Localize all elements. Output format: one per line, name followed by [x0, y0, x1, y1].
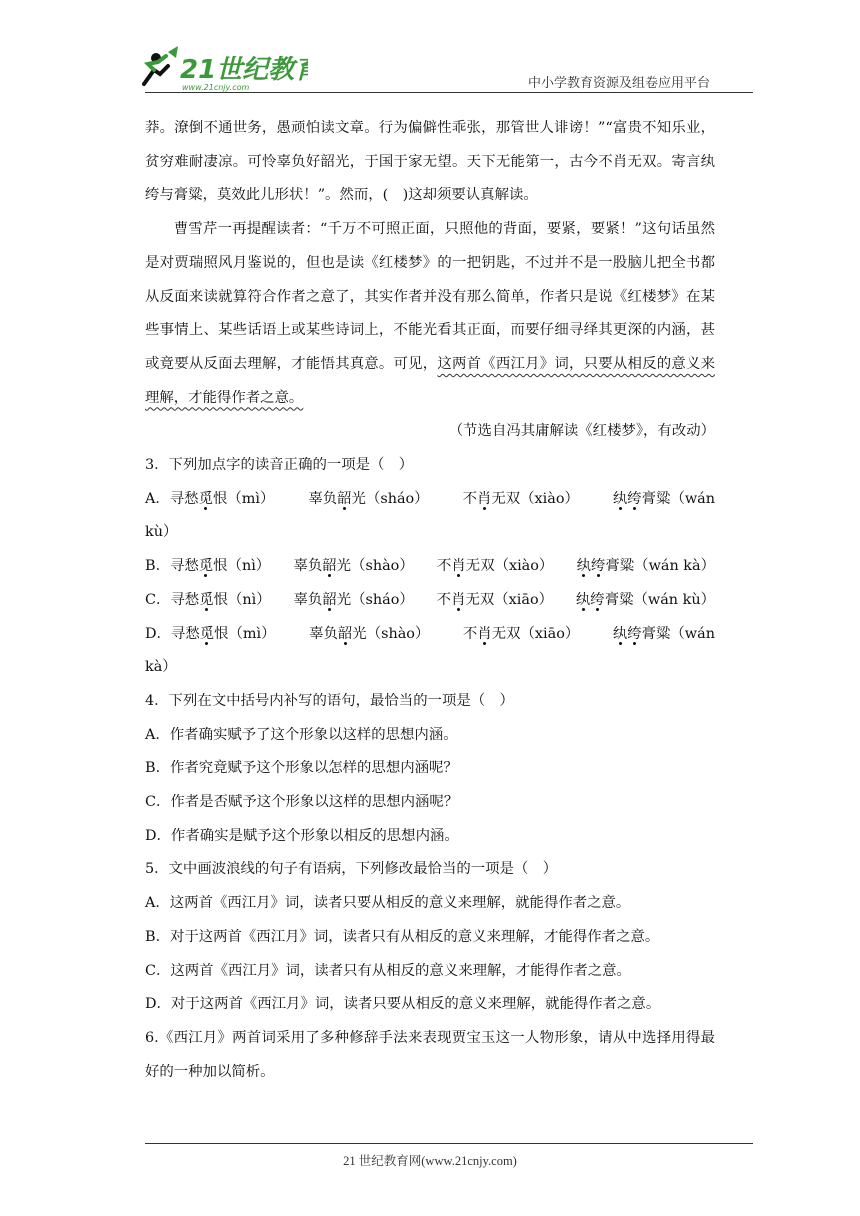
wavy-underlined-sentence: 这两首《西江月》词，只要从相反的意义来理解，才能得作者之意。: [145, 355, 715, 406]
q3-d-2: 辜负韶光（shào）: [309, 625, 430, 642]
q3-c-1: C．寻愁觅恨（nì）: [145, 591, 271, 608]
q5-option-d[interactable]: D．对于这两首《西江月》词，读者只要从相反的意义来理解，就能得作者之意。: [145, 996, 661, 1013]
passage-paragraph-2: [145, 213, 715, 415]
q3-a-4: 纨绔膏粱（wán: [612, 490, 715, 507]
svg-text:21世纪教育: 21世纪教育: [180, 55, 308, 85]
site-logo: [138, 44, 308, 94]
document-body: [145, 112, 715, 1089]
q3-a-2: 辜负韶光（sháo）: [308, 490, 429, 507]
q3-option-a-wrap: kù）: [145, 524, 178, 541]
q4-option-c[interactable]: C．作者是否赋予这个形象以这样的思想内涵呢？: [145, 794, 459, 811]
header-divider: [145, 92, 753, 93]
q3-option-c[interactable]: [145, 584, 715, 618]
q3-a-1: A．寻愁觅恨（mì）: [145, 490, 275, 507]
question-4-stem: 4．下列在文中括号内补写的语句，最恰当的一项是（ ）: [145, 692, 514, 709]
q5-option-c[interactable]: C．这两首《西江月》词，读者只有从相反的意义来理解，才能得作者之意。: [145, 962, 631, 979]
q3-option-d-wrap: kà）: [145, 659, 177, 676]
footer-divider: [145, 1143, 753, 1144]
q3-b-3: 不肖无双（xiào）: [436, 558, 554, 575]
q3-c-2: 辜负韶光（sháo）: [293, 591, 414, 608]
runner-logo-icon: [138, 44, 308, 94]
q3-b-4: 纨绔膏粱（wán kà）: [576, 558, 715, 575]
q4-option-a[interactable]: A．作者确实赋予了这个形象以这样的思想内涵。: [145, 726, 458, 743]
q3-c-3: 不肖无双（xiāo）: [436, 591, 554, 608]
passage-paragraph-1: 莽。潦倒不通世务，愚顽怕读文章。行为偏僻性乖张，那管世人诽谤！”“富贵不知乐业，贫穷难耐凄凉。可怜辜负好韶光，于国于家无望。天下无能第一，古今不肖无双。寄言纨绔与膏粱，莫效此儿形状！”。然而，( )这却须要认真解读。: [145, 120, 715, 204]
q4-option-b[interactable]: B．作者究竟赋予这个形象以怎样的思想内涵呢？: [145, 760, 458, 777]
q5-option-a[interactable]: A．这两首《西江月》词，读者只要从相反的意义来理解，就能得作者之意。: [145, 895, 631, 912]
q3-d-4: 纨绔膏粱（wán: [612, 625, 715, 642]
question-5-stem: 5．文中画波浪线的句子有语病，下列修改最恰当的一项是（ ）: [145, 861, 558, 878]
q3-option-b[interactable]: [145, 550, 715, 584]
q3-b-2: 辜负韶光（shào）: [293, 558, 414, 575]
q3-option-a[interactable]: [145, 483, 715, 517]
svg-text:www.21cnjy.com: www.21cnjy.com: [182, 83, 250, 92]
q3-d-3: 不肖无双（xiāo）: [462, 625, 580, 642]
q3-d-1: D．寻愁觅恨（mì）: [145, 625, 276, 642]
passage-p2-text: 曹雪芹一再提醒读者：“千万不可照正面，只照他的背面，要紧，要紧！”这句话虽然是对贾瑞照风月鉴说的，但也是读《红楼梦》的一把钥匙，不过并不是一股脑儿把全书都从反面来读就算符合作者之意了，其实作者并没有那么简单，作者只是说《红楼梦》在某些事情上、某些话语上或某些诗词上，不能光看其正面，而要仔细寻绎其更深的内涵，甚或竟要从反面去理解，才能悟其真意。可见，: [145, 221, 715, 372]
passage-source: （节选自冯其庸解读《红楼梦》，有改动）: [448, 423, 715, 440]
q4-option-d[interactable]: D．作者确实是赋予这个形象以相反的思想内涵。: [145, 827, 459, 844]
q3-option-d[interactable]: [145, 618, 715, 652]
q3-c-4: 纨绔膏粱（wán kù）: [575, 591, 715, 608]
q5-option-b[interactable]: B．对于这两首《西江月》词，读者只有从相反的意义来理解，才能得作者之意。: [145, 928, 660, 945]
question-3-stem: 3．下列加点字的读音正确的一项是（ ）: [145, 457, 414, 474]
q3-b-1: B．寻愁觅恨（nì）: [145, 558, 271, 575]
footer-text: 21 世纪教育网(www.21cnjy.com): [343, 1154, 517, 1168]
platform-name: 中小学教育资源及组卷应用平台: [527, 76, 710, 91]
question-6-stem: 6.《西江月》两首词采用了多种修辞手法来表现贾宝玉这一人物形象，请从中选择用得最好的一种加以简析。: [145, 1029, 715, 1080]
q3-a-3: 不肖无双（xiào）: [462, 490, 579, 507]
